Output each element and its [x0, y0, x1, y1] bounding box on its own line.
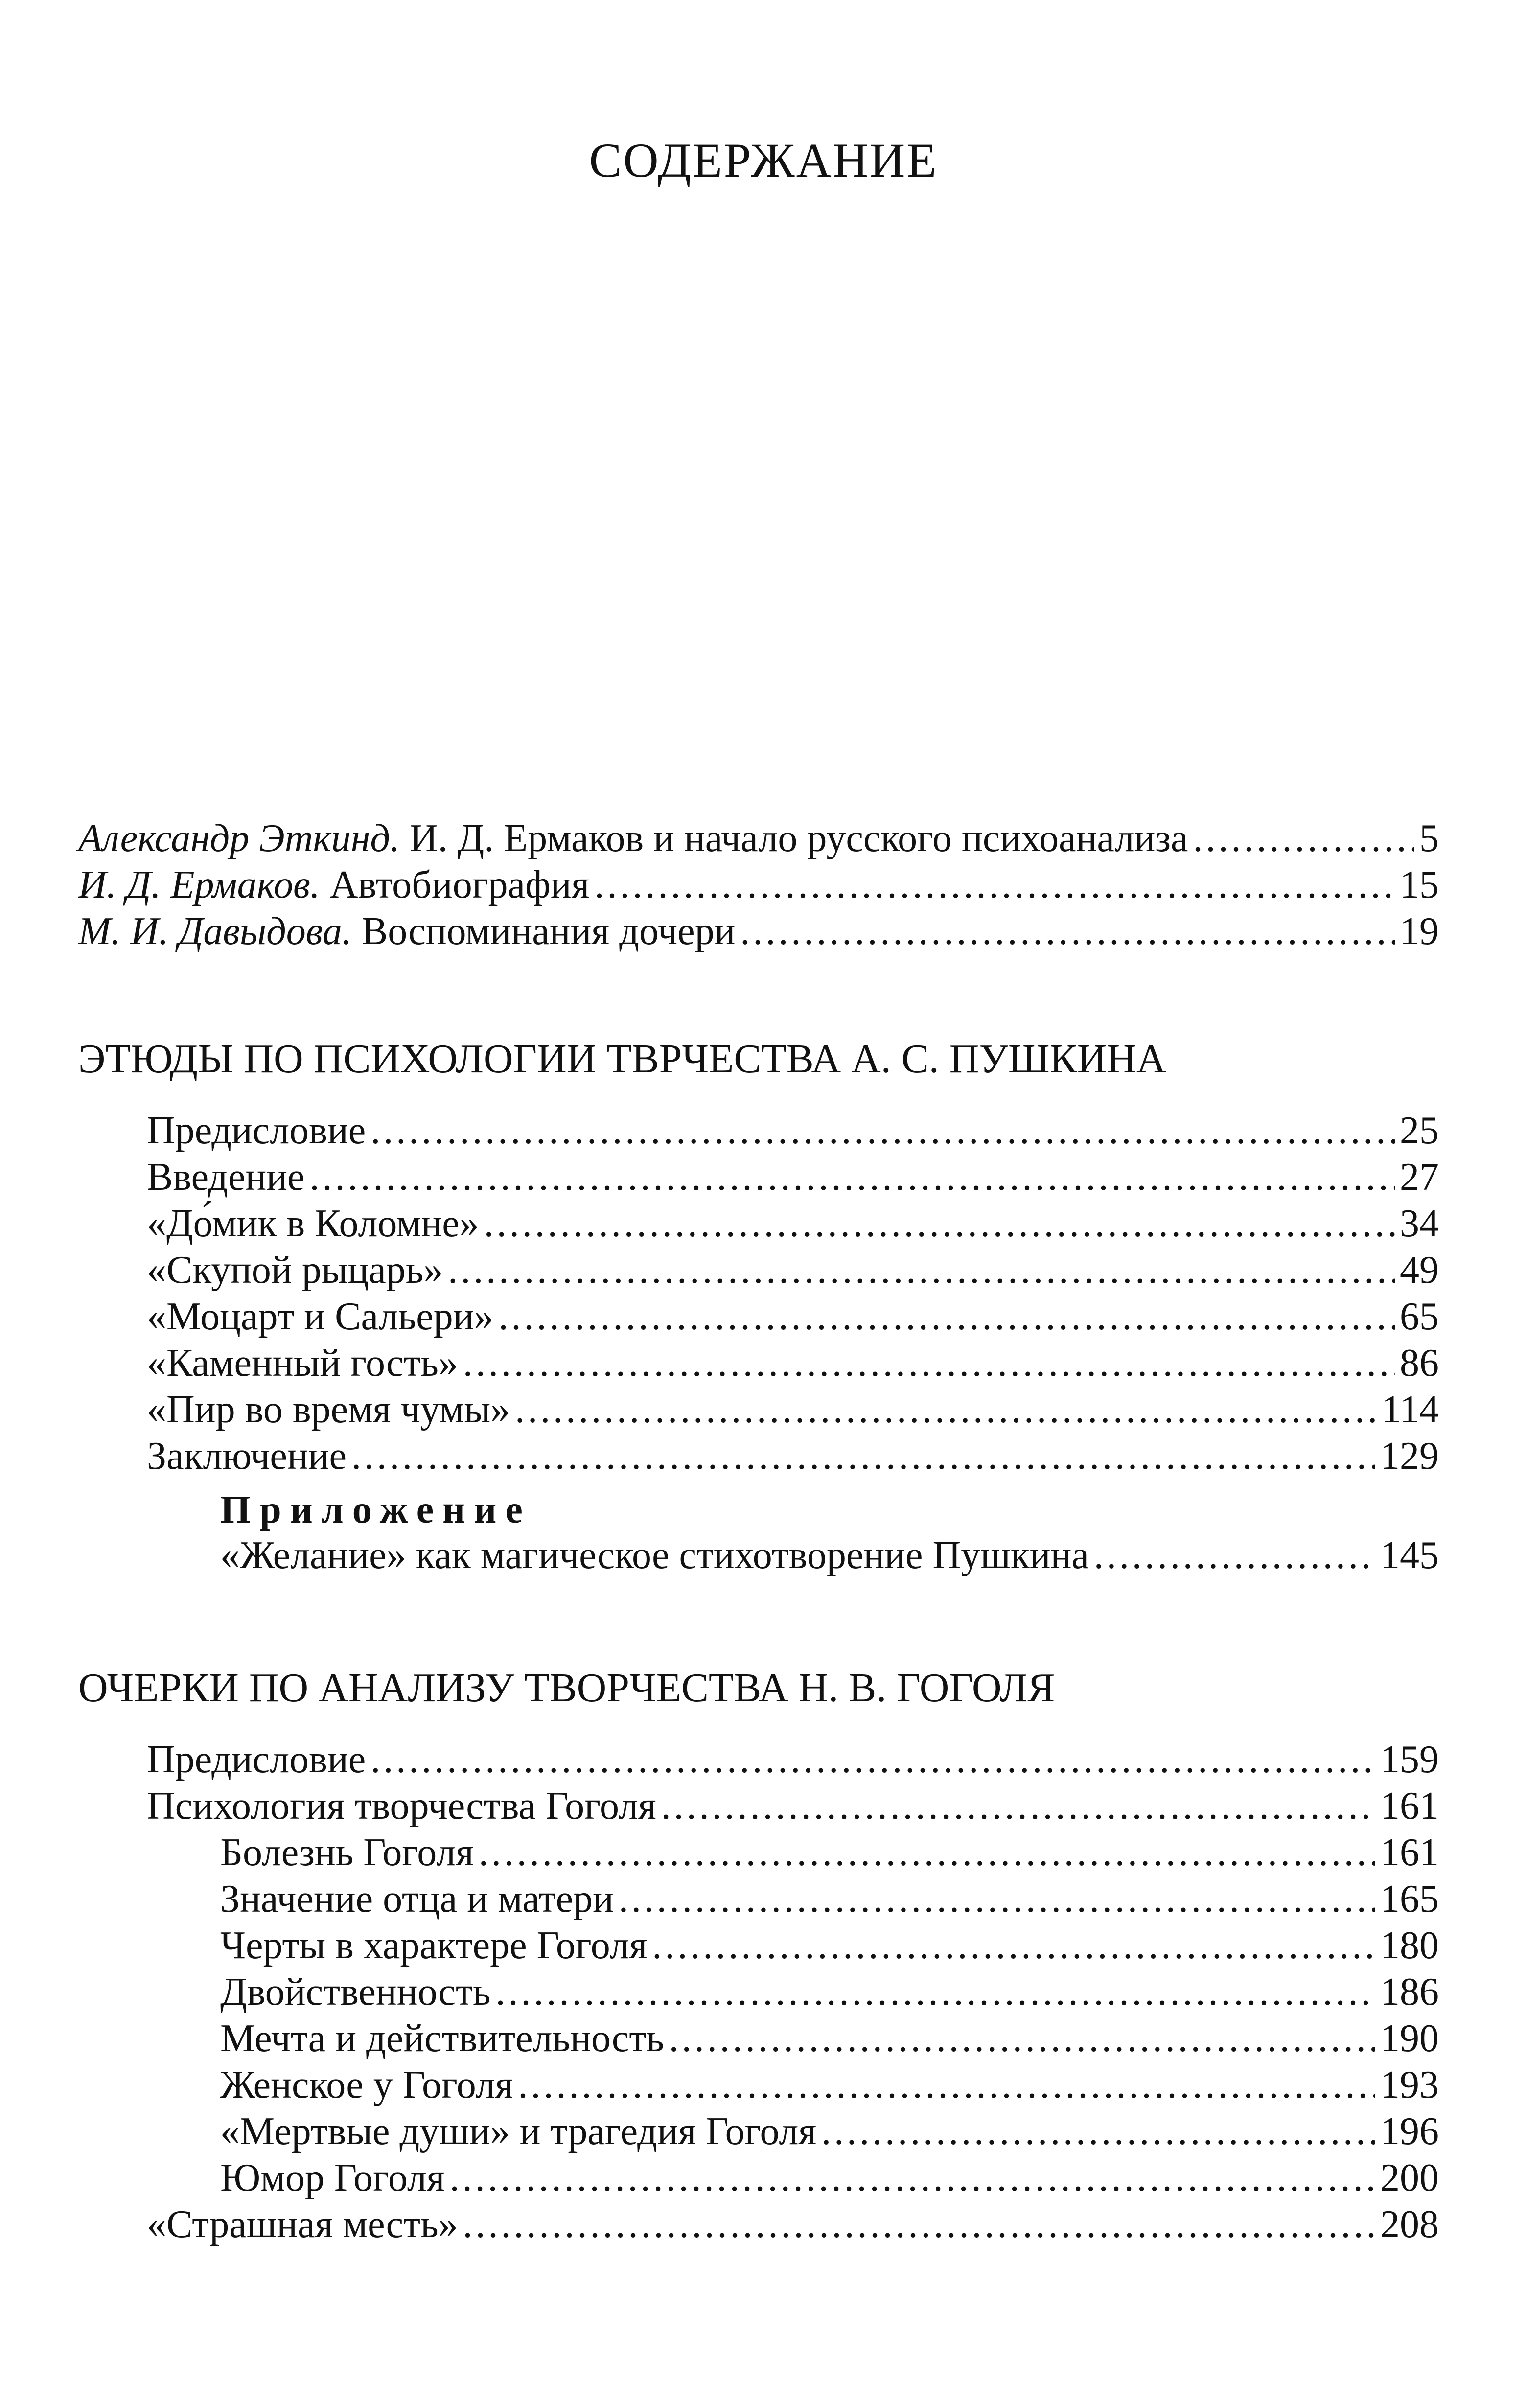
- toc-entry-title: Предисловие: [147, 1109, 366, 1152]
- toc-entry-title: Черты в характере Гоголя: [220, 1924, 648, 1967]
- dot-leader: [661, 1783, 1375, 1829]
- toc-entry-page: 180: [1380, 1924, 1439, 1967]
- toc-entry-title: «Каменный гость»: [147, 1342, 458, 1385]
- toc-entry-gogol-sub[interactable]: [220, 2154, 1439, 2201]
- toc-entry-title: «Мертвые души» и трагедия Гоголя: [220, 2110, 817, 2153]
- dot-leader: [740, 908, 1395, 955]
- section-heading-pushkin: ЭТЮДЫ ПО ПСИХОЛОГИИ ТВРЧЕСТВА А. С. ПУШКИНА: [78, 1036, 1166, 1082]
- dot-leader: [515, 1386, 1377, 1433]
- toc-entry-page: 25: [1400, 1109, 1439, 1152]
- toc-entry-title: Значение отца и матери: [220, 1877, 614, 1921]
- toc-entry-intro-memoirs[interactable]: [78, 908, 1439, 955]
- toc-entry-pushkin[interactable]: [147, 1386, 1439, 1433]
- dot-leader: [463, 1340, 1395, 1387]
- toc-entry-title: Введение: [147, 1156, 305, 1199]
- toc-entry-title: Болезнь Гоголя: [220, 1831, 474, 1874]
- toc-entry-pushkin[interactable]: [147, 1107, 1439, 1154]
- dot-leader: [1094, 1532, 1375, 1579]
- toc-entry-title: «Скупой рыцарь»: [147, 1249, 443, 1292]
- toc-entry-page: 159: [1380, 1738, 1439, 1781]
- dot-leader: [351, 1433, 1375, 1480]
- dot-leader: [450, 2154, 1375, 2201]
- toc-entry-page: 27: [1400, 1156, 1439, 1199]
- appendix-label: Приложение: [220, 1488, 532, 1531]
- toc-entry-gogol-sub[interactable]: [220, 1829, 1439, 1876]
- toc-entry-gogol-sub[interactable]: [220, 2061, 1439, 2108]
- toc-entry-pushkin[interactable]: [147, 1293, 1439, 1340]
- dot-leader: [652, 1922, 1375, 1969]
- toc-entry-page: 34: [1400, 1202, 1439, 1245]
- toc-entry-title: Женское у Гоголя: [220, 2063, 513, 2107]
- toc-entry-page: 86: [1400, 1342, 1439, 1385]
- dot-leader: [448, 1247, 1395, 1294]
- dot-leader: [594, 861, 1395, 908]
- toc-entry-page: 190: [1380, 2017, 1439, 2060]
- toc-entry-pushkin[interactable]: [147, 1433, 1439, 1480]
- toc-entry-title: И. Д. Ермаков и начало русского психоанализа: [409, 817, 1188, 860]
- toc-entry-intro-autobiography[interactable]: [78, 861, 1439, 908]
- toc-entry-gogol[interactable]: [147, 1783, 1439, 1829]
- toc-entry-pushkin[interactable]: [147, 1200, 1439, 1247]
- toc-entry-appendix[interactable]: [220, 1532, 1439, 1579]
- dot-leader: [518, 2061, 1375, 2108]
- dot-leader: [463, 2201, 1375, 2248]
- dot-leader: [1193, 815, 1414, 862]
- dot-leader: [669, 2015, 1375, 2062]
- toc-entry-title: «Пир во время чумы»: [147, 1388, 510, 1431]
- toc-entry-page: 5: [1419, 817, 1439, 860]
- toc-entry-gogol[interactable]: [147, 1736, 1439, 1783]
- toc-entry-page: 19: [1400, 910, 1439, 953]
- toc-entry-page: 65: [1400, 1295, 1439, 1338]
- toc-entry-title: «Страшная месть»: [147, 2203, 458, 2246]
- toc-entry-title: Предисловие: [147, 1738, 366, 1781]
- toc-entry-page: 161: [1380, 1831, 1439, 1874]
- toc-entry-gogol-sub[interactable]: [220, 2015, 1439, 2062]
- dot-leader: [821, 2108, 1375, 2155]
- toc-entry-author: Александр Эткинд.: [78, 817, 400, 860]
- toc-entry-page: 129: [1380, 1435, 1439, 1478]
- dot-leader: [370, 1107, 1395, 1154]
- toc-entry-gogol-sub[interactable]: [220, 2108, 1439, 2155]
- toc-entry-title: Двойственность: [220, 1970, 491, 2014]
- toc-entry-page: 208: [1380, 2203, 1439, 2246]
- toc-entry-page: 114: [1381, 1388, 1439, 1431]
- page-title: СОДЕРЖАНИЕ: [589, 133, 938, 187]
- toc-entry-page: 196: [1380, 2110, 1439, 2153]
- section-heading-gogol: ОЧЕРКИ ПО АНАЛИЗУ ТВОРЧЕСТВА Н. В. ГОГОЛЯ: [78, 1665, 1055, 1711]
- toc-entry-page: 49: [1400, 1249, 1439, 1292]
- toc-entry-author: И. Д. Ермаков.: [78, 863, 320, 906]
- toc-entry-title: Мечта и действительность: [220, 2017, 664, 2060]
- toc-entry-page: 200: [1380, 2156, 1439, 2200]
- dot-leader: [484, 1200, 1395, 1247]
- toc-entry-gogol-sub[interactable]: [220, 1875, 1439, 1922]
- toc-entry-page: 165: [1380, 1877, 1439, 1921]
- toc-entry-title: Воспоминания дочери: [361, 910, 736, 953]
- toc-entry-gogol[interactable]: [147, 2201, 1439, 2248]
- toc-entry-title: «Желание» как магическое стихотворение Пушкина: [220, 1534, 1089, 1577]
- dot-leader: [498, 1293, 1395, 1340]
- toc-entry-page: 186: [1380, 1970, 1439, 2014]
- toc-entry-page: 161: [1380, 1784, 1439, 1828]
- dot-leader: [479, 1829, 1375, 1876]
- toc-entry-gogol-sub[interactable]: [220, 1968, 1439, 2015]
- toc-entry-page: 15: [1400, 863, 1439, 906]
- toc-entry-pushkin[interactable]: [147, 1340, 1439, 1387]
- toc-entry-title: Юмор Гоголя: [220, 2156, 445, 2200]
- toc-entry-author: М. И. Давыдова.: [78, 910, 352, 953]
- dot-leader: [619, 1875, 1375, 1922]
- toc-entry-title: Автобиография: [329, 863, 590, 906]
- toc-entry-page: 145: [1380, 1534, 1439, 1577]
- toc-entry-pushkin[interactable]: [147, 1154, 1439, 1201]
- toc-entry-gogol-sub[interactable]: [220, 1922, 1439, 1969]
- toc-entry-title: «Моцарт и Сальери»: [147, 1295, 494, 1338]
- dot-leader: [495, 1968, 1375, 2015]
- toc-entry-pushkin[interactable]: [147, 1247, 1439, 1294]
- toc-entry-page: 193: [1380, 2063, 1439, 2107]
- toc-entry-title: «До́мик в Коломне»: [147, 1202, 479, 1245]
- toc-entry-title: Заключение: [147, 1435, 347, 1478]
- toc-entry-intro-etkind[interactable]: [78, 815, 1439, 862]
- toc-entry-title: Психология творчества Гоголя: [147, 1784, 656, 1828]
- dot-leader: [370, 1736, 1375, 1783]
- dot-leader: [309, 1154, 1395, 1201]
